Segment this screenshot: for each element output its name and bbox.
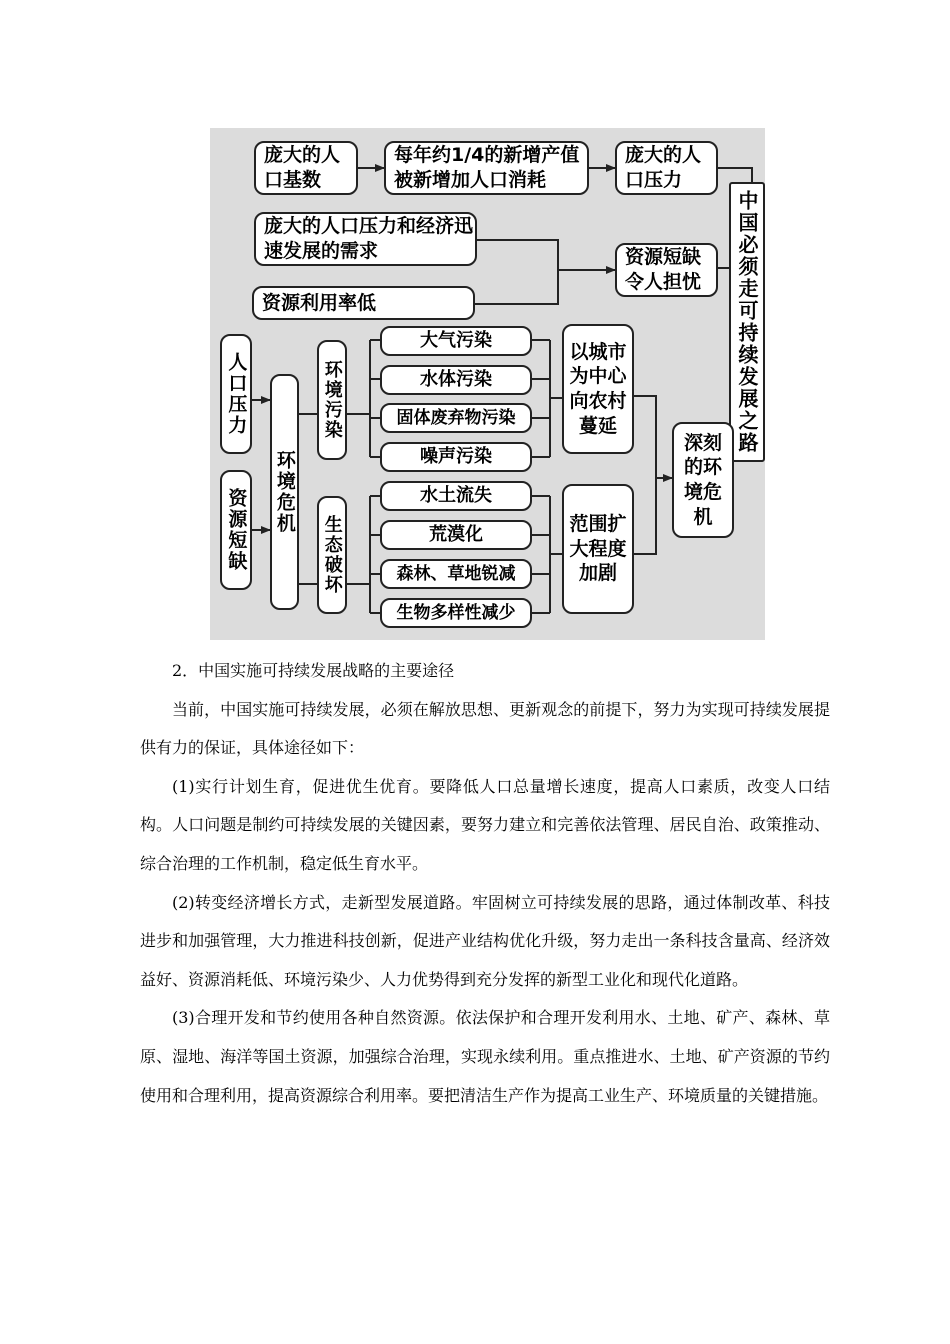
label-destruction-spread: 范围扩大程度加剧 [569,512,627,585]
box-destruction [317,496,347,614]
destruction-item [380,559,532,589]
box-pollution [317,340,347,460]
label-water-pollution: 水体污染 [420,369,492,391]
label-solid-waste-pollution: 固体废弃物污染 [396,407,516,428]
label-pollution-spread: 以城市为中心向农村蔓延 [569,340,627,437]
intro-paragraph: 当前，中国实施可持续发展，必须在解放思想、更新观念的前提下，努力为实现可持续发展提供有力的保证，具体途径如下： [140,699,830,758]
label-pollution: 环境污染 [321,360,343,440]
flowchart [210,128,765,640]
box-low-utilization [252,286,475,320]
label-output-consumption: 每年约1/4的新增产值被新增加人口消耗 [394,144,580,191]
paragraph-item-1: (1)实行计划生育，促进优生优育。要降低人口总量增长速度，提高人口素质，改变人口结构。人口问题是制约可持续发展的关键因素，要努力建立和完善依法管理、居民自治、政策推动、综合治理的工作机制，稳定低生育水平。 [140,776,830,873]
connector-demand [475,240,558,304]
destruction-item [380,520,532,550]
destruction-item [380,481,532,511]
box-population-pressure [615,141,718,195]
section-heading: 2．中国实施可持续发展战略的主要途径 [172,661,455,680]
box-resource-shortage [220,470,252,590]
pollution-item [380,326,532,356]
label-air-pollution: 大气污染 [420,330,492,352]
label-noise-pollution: 噪声污染 [420,446,492,468]
box-output-consumption [384,141,589,195]
label-desertification: 荒漠化 [429,524,483,546]
box-pollution-spread [562,324,634,454]
box-destruction-spread [562,484,634,614]
label-deep-crisis: 深刻的环境危机 [683,431,722,528]
connector-spreads [634,396,656,554]
box-pop-pressure [220,334,252,454]
fan-pollution [347,340,380,457]
box-population-base [254,141,358,195]
label-biodiversity-loss: 生物多样性减少 [396,602,516,623]
pollution-item [380,403,532,433]
fan-destruction [347,496,380,613]
label-demand: 庞大的人口压力和经济迅速发展的需求 [264,215,474,262]
pollution-item [380,442,532,472]
box-demand [254,212,477,266]
box-deep-crisis [672,422,734,538]
destruction-item [380,598,532,628]
label-destruction: 生态破坏 [321,515,343,595]
text-section [140,652,830,1115]
box-conclusion [729,182,765,462]
label-resource-shortage: 资源短缺 [225,488,248,572]
label-forest-decline: 森林、草地锐减 [396,563,516,584]
paragraph-item-2: (2)转变经济增长方式，走新型发展道路。牢固树立可持续发展的思路，通过体制改革、科技进步和加强管理，大力推进科技创新，促进产业结构优化升级，努力走出一条科技含量高、经济效益好、资源消耗低、环境污染少、人力优势得到充分发挥的新型工业化和现代化道路。 [140,892,830,989]
label-resource-concern: 资源短缺令人担忧 [625,246,702,293]
label-soil-erosion: 水土流失 [420,485,492,507]
label-population-pressure: 庞大的人口压力 [625,144,702,191]
paragraph-item-3: (3)合理开发和节约使用各种自然资源。依法保护和合理开发利用水、土地、矿产、森林、草原、湿地、海洋等国土资源，加强综合治理，实现永续利用。重点推进水、土地、矿产资源的节约使用和合理利用，提高资源综合利用率。要把清洁生产作为提高工业生产、环境质量的关键措施。 [140,1008,830,1105]
pollution-item [380,365,532,395]
label-population-base: 庞大的人口基数 [264,144,341,191]
label-low-utilization: 资源利用率低 [262,291,377,314]
label-env-crisis: 环境危机 [273,450,296,534]
label-pop-pressure: 人口压力 [225,352,248,436]
box-resource-concern [615,243,718,297]
label-conclusion: 中国必须走可持续发展之路 [735,190,759,454]
box-env-crisis [270,374,299,610]
